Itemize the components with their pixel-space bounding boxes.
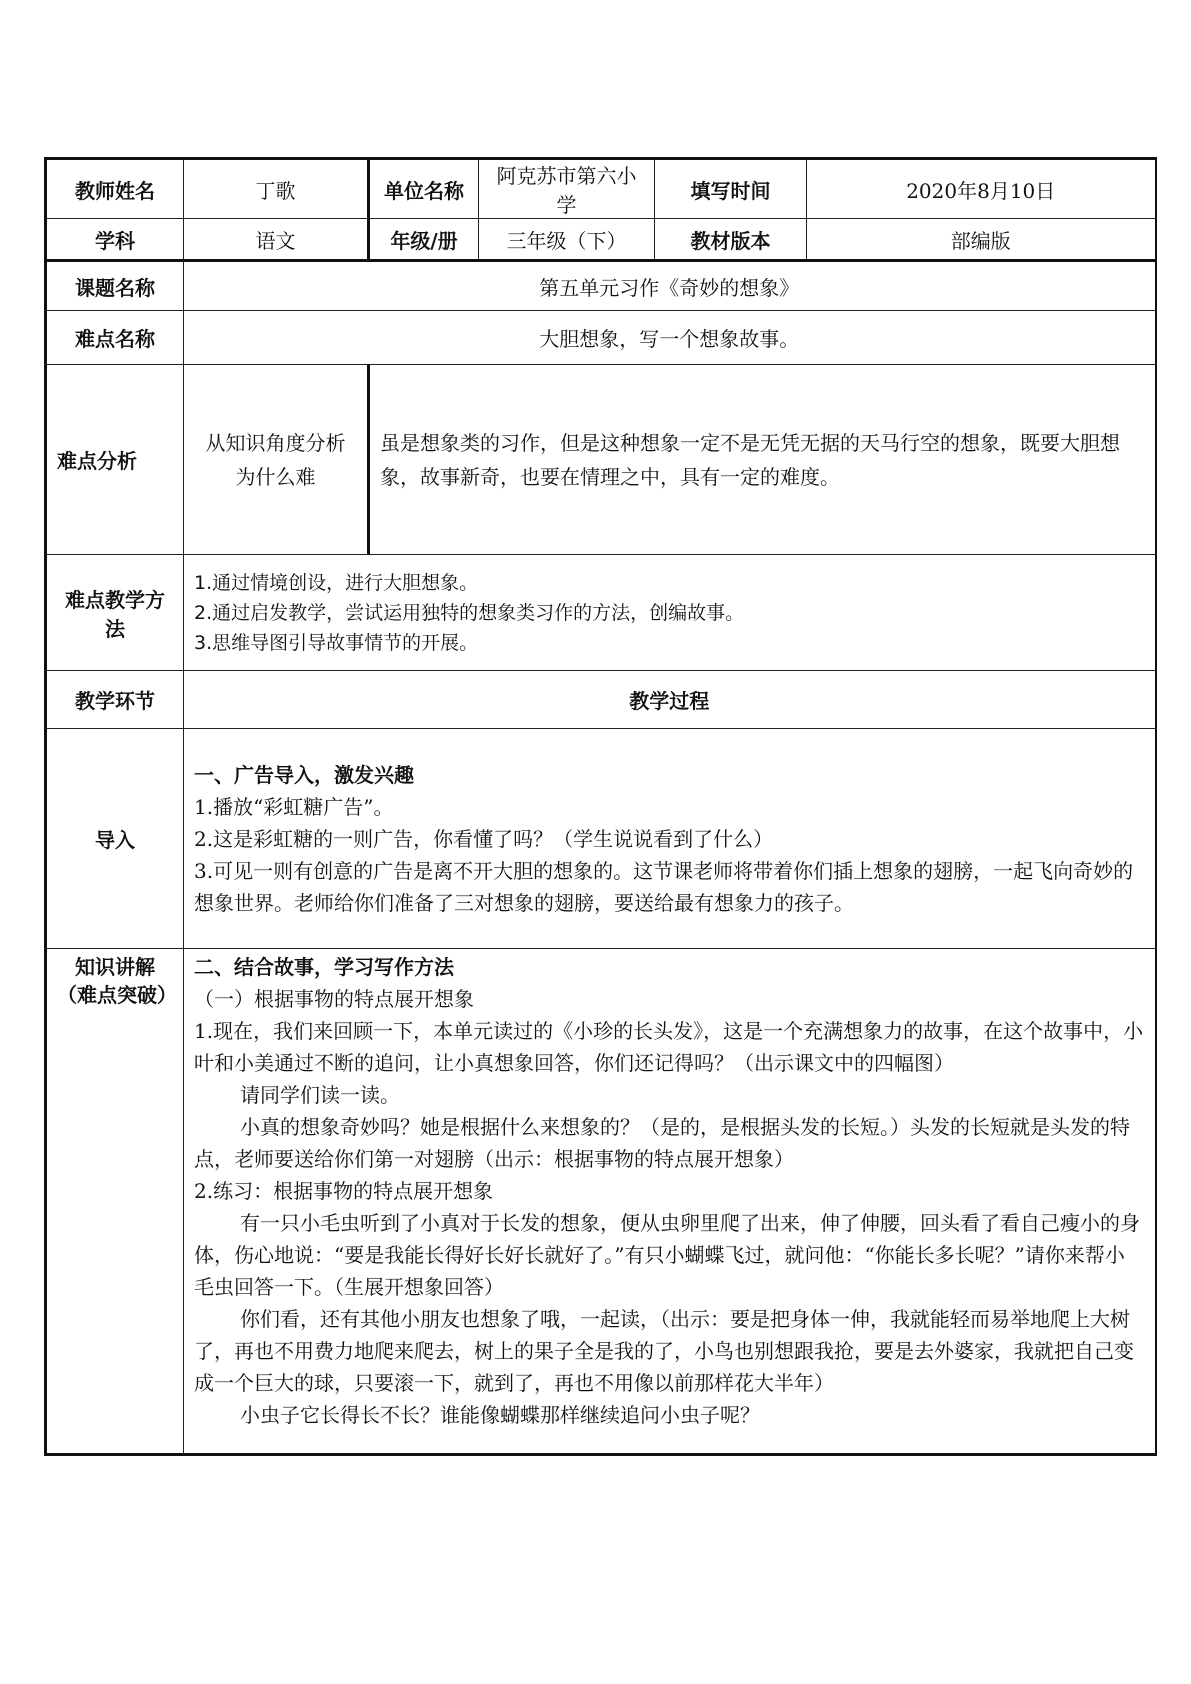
- intro-line-3: 3.可见一则有创意的广告是离不开大胆的想象的。这节课老师将带着你们插上想象的翅膀，一起飞向奇妙的想象世界。老师给你们准备了三对想象的翅膀，要送给最有想象力的孩子。: [194, 858, 1134, 915]
- stage-label: 教学环节: [46, 671, 184, 729]
- methods-item-2: 2.通过启发教学，尝试运用独特的想象类习作的方法，创编故事。: [194, 601, 745, 624]
- knowledge-label: [46, 949, 184, 1455]
- edition-label: 教材版本: [655, 219, 807, 261]
- lesson-plan-table: [44, 157, 1157, 1456]
- knowledge-sub-heading: （一）根据事物的特点展开想象: [194, 987, 474, 1011]
- grade-value: 三年级（下）: [479, 219, 655, 261]
- teacher-label: 教师姓名: [46, 159, 184, 219]
- header-row-1: [46, 159, 1156, 219]
- intro-line-1: 1.播放“彩虹糖广告”。: [194, 794, 394, 819]
- topic-label: 课题名称: [46, 261, 184, 311]
- analysis-row: [46, 365, 1156, 555]
- knowledge-paragraph-3: 小真的想象奇妙吗？她是根据什么来想象的？（是的，是根据头发的长短。）头发的长短就是头发的特点，老师要送给你们第一对翅膀（出示：根据事物的特点展开想象）: [194, 1115, 1130, 1171]
- analysis-text: 虽是想象类的习作，但是这种想象一定不是无凭无据的天马行空的想象，既要大胆想象，故事新奇，也要在情理之中，具有一定的难度。: [369, 365, 1156, 555]
- intro-label: 导入: [46, 729, 184, 949]
- methods-row: [46, 555, 1156, 671]
- difficulty-row: [46, 311, 1156, 365]
- analysis-label: 难点分析: [46, 365, 184, 555]
- subject-value: 语文: [184, 219, 369, 261]
- knowledge-paragraph-2: 请同学们读一读。: [240, 1083, 400, 1107]
- knowledge-paragraph-1: 1.现在，我们来回顾一下，本单元读过的《小珍的长头发》，这是一个充满想象力的故事，在这个故事中，小叶和小美通过不断的追问，让小真想象回答，你们还记得吗？（出示课文中的四幅图）: [194, 1019, 1144, 1075]
- intro-content: [184, 729, 1156, 949]
- subject-label: 学科: [46, 219, 184, 261]
- analysis-sub-label: 从知识角度分析为什么难: [184, 365, 369, 555]
- teacher-value: 丁歌: [184, 159, 369, 219]
- unit-label: 单位名称: [369, 159, 479, 219]
- knowledge-heading: 二、结合故事，学习写作方法: [194, 955, 454, 979]
- header-row-2: [46, 219, 1156, 261]
- process-label: 教学过程: [184, 671, 1156, 729]
- knowledge-paragraph-7: 小虫子它长得长不长？谁能像蝴蝶那样继续追问小虫子呢？: [240, 1403, 760, 1427]
- methods-item-1: 1.通过情境创设，进行大胆想象。: [194, 571, 479, 594]
- topic-row: [46, 261, 1156, 311]
- date-label: 填写时间: [655, 159, 807, 219]
- date-value: 2020年8月10日: [807, 159, 1156, 219]
- intro-heading: 一、广告导入，激发兴趣: [194, 762, 414, 787]
- knowledge-label-line-2: （难点突破）: [57, 983, 177, 1007]
- unit-value: 阿克苏市第六小学: [479, 159, 655, 219]
- knowledge-label-line-1: 知识讲解: [75, 955, 155, 979]
- knowledge-paragraph-5: 有一只小毛虫听到了小真对于长发的想象，便从虫卵里爬了出来，伸了伸腰，回头看了看自己瘦小的身体，伤心地说：“要是我能长得好长好长就好了。”有只小蝴蝶飞过，就问他：“你能长多长呢？”请你来帮小毛虫回答一下。（生展开想象回答）: [194, 1211, 1140, 1299]
- edition-value: 部编版: [807, 219, 1156, 261]
- difficulty-value: 大胆想象，写一个想象故事。: [184, 311, 1156, 365]
- methods-list: [184, 555, 1156, 671]
- grade-label: 年级/册: [369, 219, 479, 261]
- intro-row: [46, 729, 1156, 949]
- difficulty-label: 难点名称: [46, 311, 184, 365]
- process-header-row: [46, 671, 1156, 729]
- lesson-plan-page: [44, 157, 1154, 1456]
- knowledge-paragraph-4: 2.练习：根据事物的特点展开想象: [194, 1179, 494, 1203]
- methods-label: 难点教学方法: [46, 555, 184, 671]
- knowledge-row: [46, 949, 1156, 1455]
- knowledge-paragraph-6: 你们看，还有其他小朋友也想象了哦，一起读，（出示：要是把身体一伸，我就能轻而易举地爬上大树了，再也不用费力地爬来爬去，树上的果子全是我的了，小鸟也别想跟我抢，要是去外婆家，我就把自己变成一个巨大的球，只要滚一下，就到了，再也不用像以前那样花大半年）: [194, 1307, 1134, 1395]
- methods-item-3: 3.思维导图引导故事情节的开展。: [194, 631, 479, 654]
- knowledge-content: [184, 949, 1156, 1455]
- intro-line-2: 2.这是彩虹糖的一则广告，你看懂了吗？（学生说说看到了什么）: [194, 826, 774, 851]
- topic-value: 第五单元习作《奇妙的想象》: [184, 261, 1156, 311]
